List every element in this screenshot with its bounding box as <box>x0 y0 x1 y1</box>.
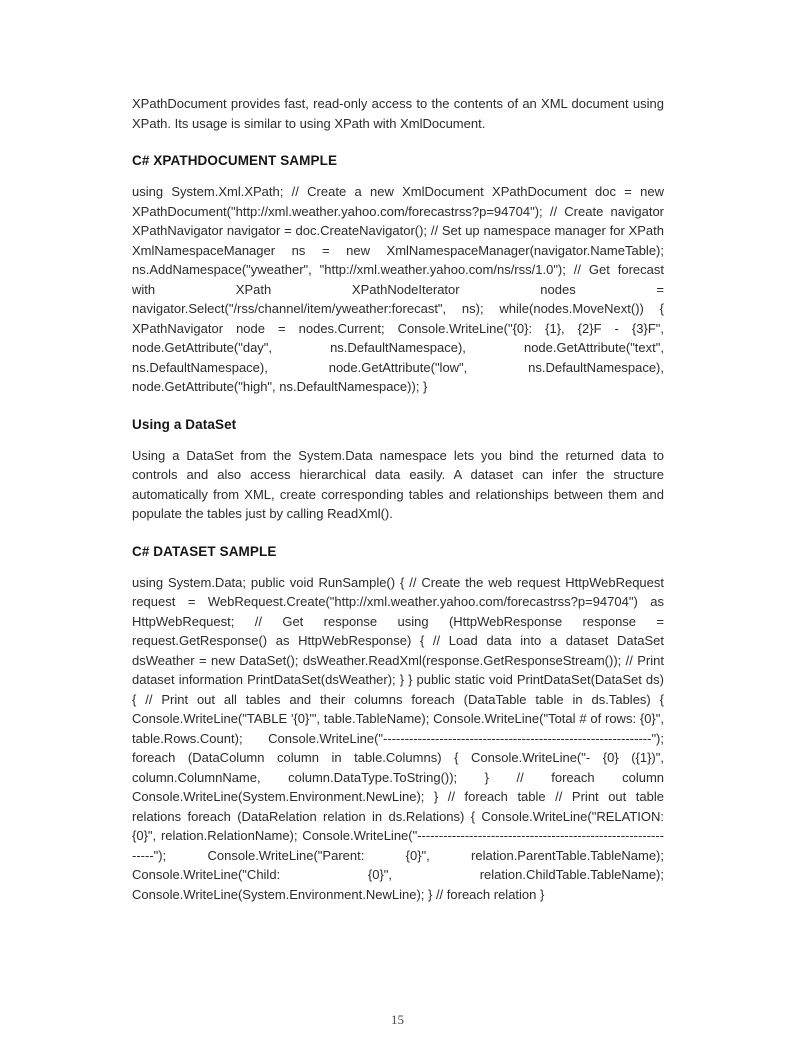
dataset-description-paragraph: Using a DataSet from the System.Data namespace lets you bind the returned data to controls and also access hierarchical data easily. A dataset can infer the structure automatically from XML, create corresponding tables and relationships between them and populate the tables just by calling ReadXml(). <box>132 447 664 521</box>
page-content <box>132 94 664 918</box>
dataset-code-paragraph: using System.Data; public void RunSample() { // Create the web request HttpWebRequest request = WebRequest.Create("http://xml.weather.yahoo.com/forecastrss?p=94704") as HttpWebRequest; // Get response using (HttpWebResponse response = request.GetResponse() as HttpWebResponse) { // Load data into a dataset DataSet dsWeather = new DataSet(); dsWeather.ReadXml(response.GetResponseStream()); // Print dataset information PrintDataSet(dsWeather); } } public static void PrintDataSet(DataSet ds) { // Print out all tables and their columns foreach (DataTable table in ds.Tables) { Console.WriteLine("TABLE '{0}'", table.TableName); Console.WriteLine("Total # of rows: {0}", table.Rows.Count); Console.WriteLine("--------------------------------------------------------------"); foreach (DataColumn column in table.Columns) { Console.WriteLine("- {0} ({1})", column.ColumnName, column.DataType.ToString()); } // foreach column Console.WriteLine(System.Environment.NewLine); } // foreach table // Print out table relations foreach (DataRelation relation in ds.Relations) { Console.WriteLine("RELATION: {0}", relation.RelationName); Console.WriteLine("--------------------------------------------------------------"); Console.WriteLine("Parent: {0}", relation.ParentTable.TableName); Console.WriteLine("Child: {0}", relation.ChildTable.TableName); Console.WriteLine(System.Environment.NewLine); } // foreach relation } <box>132 574 664 902</box>
section-heading-dataset-sample: C# DATASET SAMPLE <box>132 543 277 559</box>
section-heading-using-a-dataset: Using a DataSet <box>132 416 237 432</box>
intro-paragraph: XPathDocument provides fast, read-only access to the contents of an XML document using XPath. Its usage is similar to using XPath with XmlDocument. <box>132 96 664 131</box>
page-number: 15 <box>391 1012 404 1027</box>
xpathdocument-code-paragraph: using System.Xml.XPath; // Create a new XmlDocument XPathDocument doc = new XPathDocument("http://xml.weather.yahoo.com/forecastrss?p=94704"); // Create navigator XPathNavigator navigator = doc.CreateNavigator(); // Set up namespace manager for XPath XmlNamespaceManager ns = new XmlNamespaceManager(navigator.NameTable); ns.AddNamespace("yweather", "http://xml.weather.yahoo.com/ns/rss/1.0"); // Get forecast with XPath XPathNodeIterator nodes = navigator.Select("/rss/channel/item/yweather:forecast", ns); while(nodes.MoveNext()) { XPathNavigator node = nodes.Current; Console.WriteLine("{0}: {1}, {2}F - {3}F", node.GetAttribute("day", ns.DefaultNamespace), node.GetAttribute("text", ns.DefaultNamespace), node.GetAttribute("low", ns.DefaultNamespace), node.GetAttribute("high", ns.DefaultNamespace)); } <box>132 184 664 394</box>
section-heading-xpathdocument-sample: C# XPATHDOCUMENT SAMPLE <box>132 153 338 168</box>
